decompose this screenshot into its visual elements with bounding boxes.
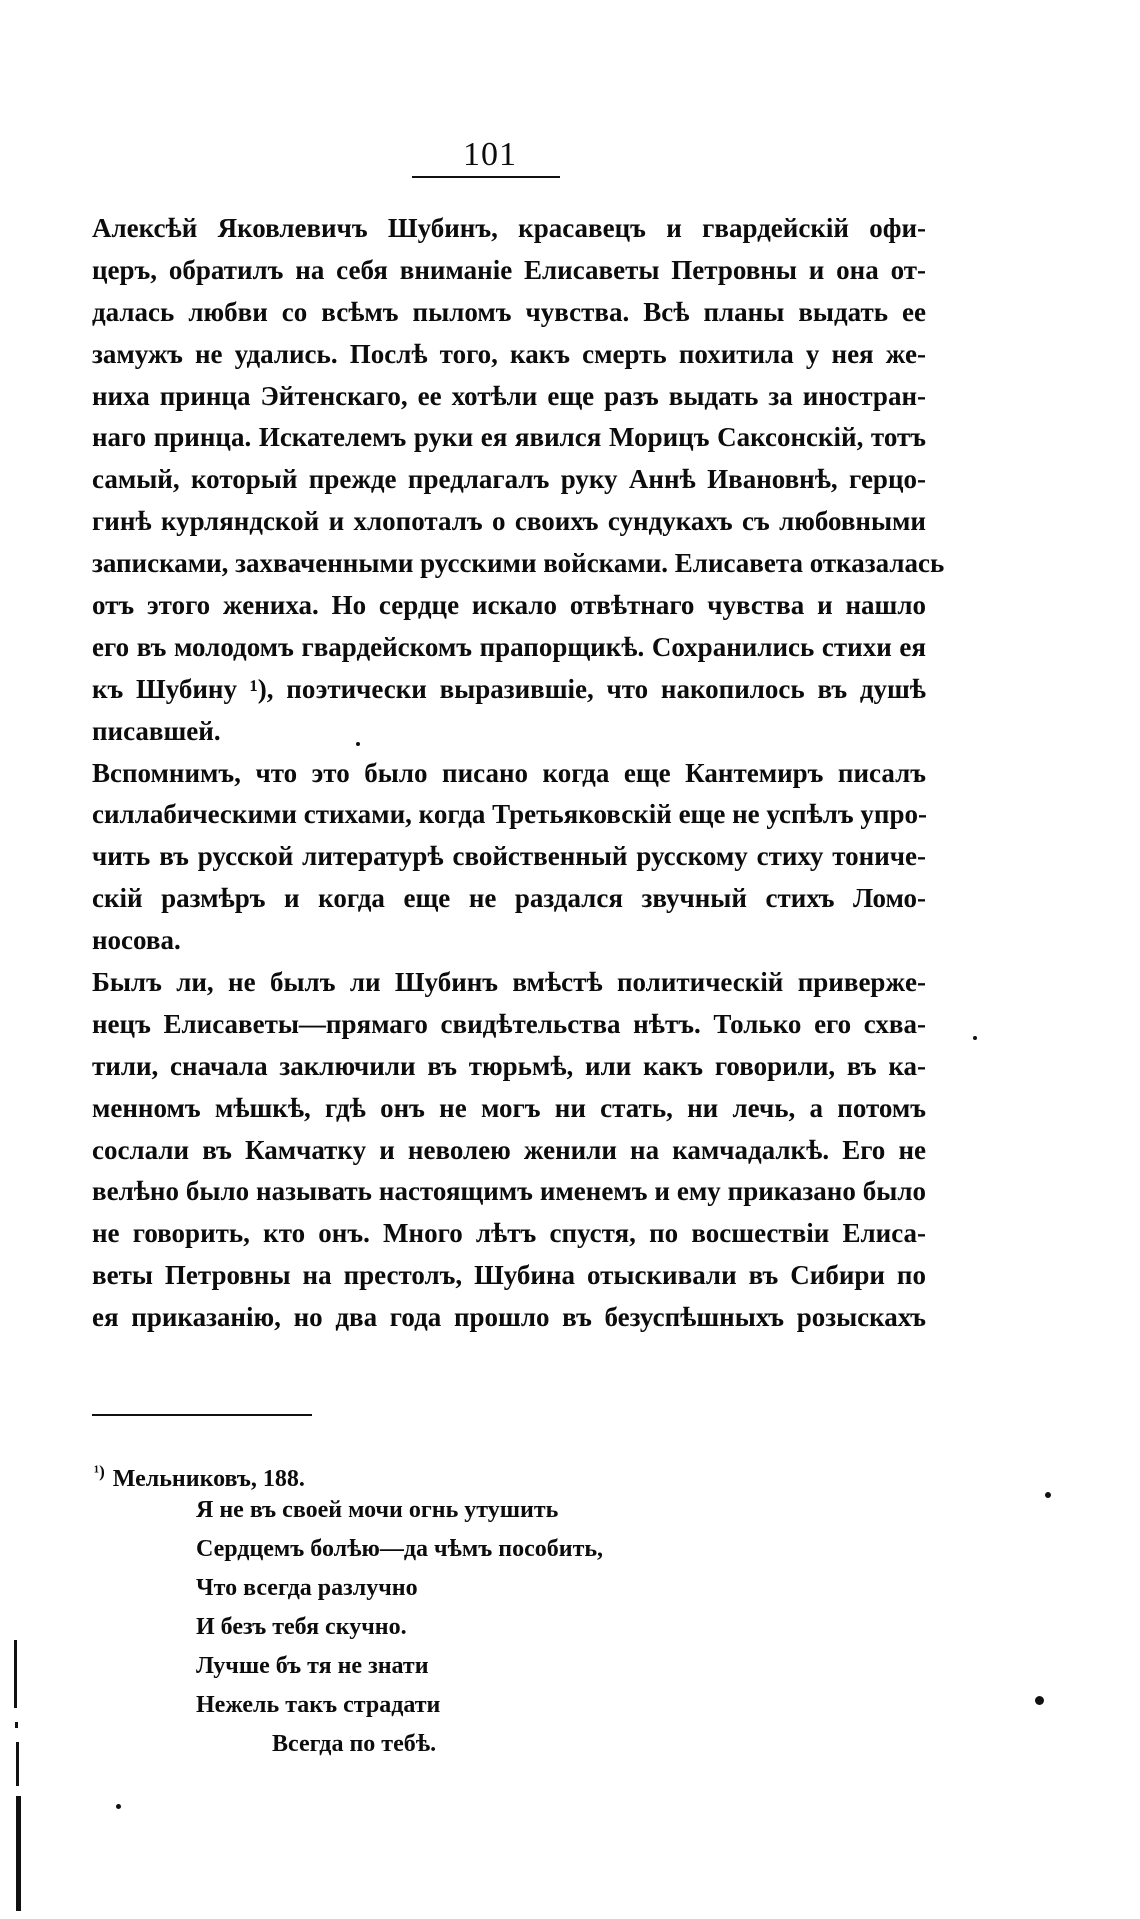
page-number: 101 <box>463 136 517 173</box>
text-line: скій размѣръ и когда еще не раздался звучный стихъ Ломо- <box>92 883 926 914</box>
verse-line: Сердцемъ болѣю—да чѣмъ пособить, <box>196 1536 604 1562</box>
scan-speck <box>116 1804 121 1809</box>
text-line: отъ этого жениха. Но сердце искало отвѣтнаго чувства и нашло <box>92 590 926 621</box>
verse-line: Я не въ своей мочи огнь утушить <box>196 1497 559 1523</box>
text-line: писавшей. <box>92 715 221 746</box>
footnote-marker: ¹) <box>94 1462 105 1481</box>
text-line: веты Петровны на престолъ, Шубина отыскивали въ Сибири по <box>92 1260 926 1291</box>
scan-edge-mark <box>16 1742 19 1786</box>
text-line: церъ, обратилъ на себя вниманіе Елисаветы Петровны и она от- <box>92 254 926 285</box>
verse-line: Лучше бъ тя не знати <box>196 1653 429 1679</box>
text-line: силлабическими стихами, когда Третьяковскій еще не успѣлъ упро- <box>92 799 927 830</box>
page-number-rule <box>412 176 560 178</box>
footnote <box>94 1452 794 1764</box>
footnote-source-line <box>94 1452 794 1491</box>
scan-edge-mark <box>16 1796 21 1911</box>
verse-line: Что всегда разлучно <box>196 1575 418 1601</box>
main-text <box>92 208 945 1339</box>
text-line: ея приказанію, но два года прошло въ безуспѣшныхъ розыскахъ <box>92 1302 926 1333</box>
scan-edge-mark <box>15 1722 18 1728</box>
text-line: гинѣ курляндской и хлопоталъ о своихъ сундукахъ съ любовными <box>92 506 926 537</box>
text-line: Былъ ли, не былъ ли Шубинъ вмѣстѣ политическій привержe- <box>92 967 926 998</box>
verse-line: Нежель такъ страдати <box>196 1692 441 1718</box>
text-line: Алексѣй Яковлевичъ Шубинъ, красавецъ и гвардейскій офи- <box>92 213 926 243</box>
text-line: далась любви со всѣмъ пыломъ чувства. Всѣ планы выдать ее <box>92 296 926 327</box>
verse-line: И безъ тебя скучно. <box>196 1614 407 1640</box>
text-line: нецъ Елисаветы—прямаго свидѣтельства нѣтъ. Только его схва- <box>92 1008 926 1039</box>
text-line: сослали въ Камчатку и неволею женили на камчадалкѣ. Его не <box>92 1134 926 1165</box>
text-line: носова. <box>92 925 181 956</box>
text-line: къ Шубину ¹), поэтически выразившіе, что накопилось въ душѣ <box>92 673 926 704</box>
text-line: чить въ русской литературѣ свойственный русскому стиху тониче- <box>92 841 926 872</box>
text-line: записками, захваченными русскими войсками. Елисавета отказалась <box>92 548 945 579</box>
text-line: менномъ мѣшкѣ, гдѣ онъ не могъ ни стать, ни лечь, а потомъ <box>92 1092 926 1123</box>
text-line: не говорить, кто онъ. Много лѣтъ спустя, по восшествіи Елиса- <box>92 1218 926 1249</box>
text-line: замужъ не удались. Послѣ того, какъ смерть похитила у нея же- <box>92 338 926 369</box>
verse-line: Всегда по тебѣ. <box>272 1731 437 1757</box>
scan-speck <box>356 742 360 746</box>
footnote-source: Мельниковъ, 188. <box>112 1466 305 1492</box>
text-line: Вспомнимъ, что это было писано когда еще Кантемиръ писалъ <box>92 757 926 788</box>
footnote-rule <box>92 1414 312 1416</box>
text-line: наго принца. Искателемъ руки ея явился Морицъ Саксонскій, тотъ <box>92 422 926 453</box>
scan-speck <box>1045 1492 1051 1498</box>
text-line: тили, сначала заключили въ тюрьмѣ, или какъ говорили, въ ка- <box>92 1050 926 1081</box>
text-line: ниха принца Эйтенскаго, ее хотѣли еще разъ выдать за иностран- <box>92 380 926 411</box>
text-line: велѣно было называть настоящимъ именемъ и ему приказано было <box>92 1176 926 1207</box>
scan-edge-mark <box>14 1640 17 1708</box>
text-line: самый, который прежде предлагалъ руку Аннѣ Ивановнѣ, герцо- <box>92 464 926 495</box>
scan-speck <box>973 1036 977 1040</box>
scan-speck <box>1035 1696 1044 1705</box>
text-line: его въ молодомъ гвардейскомъ прапорщикѣ. Сохранились стихи ея <box>92 631 926 662</box>
